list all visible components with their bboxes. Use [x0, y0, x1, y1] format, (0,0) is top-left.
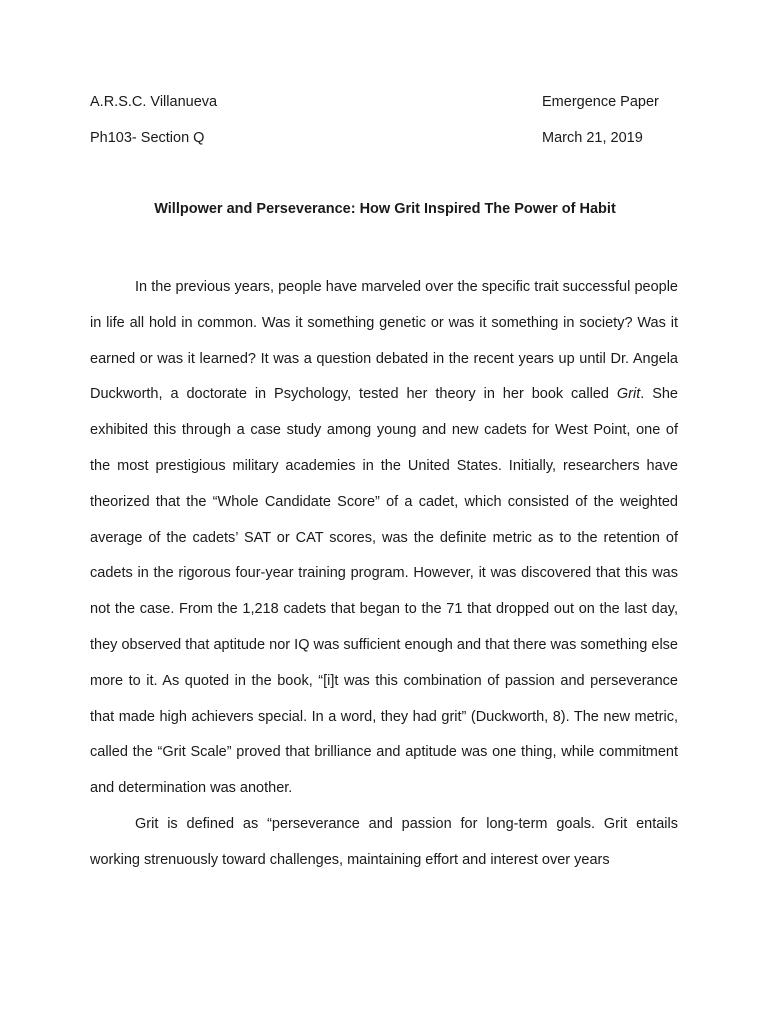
paragraph-2: Grit is defined as “perseverance and passion for long-term goals. Grit entails working strenuously toward challenges, maintaining effort and interest over years — [90, 815, 678, 868]
body-text — [90, 270, 678, 879]
paper-type: Emergence Paper — [542, 94, 659, 110]
course-section: Ph103- Section Q — [90, 130, 205, 146]
book-title-grit: Grit — [616, 386, 641, 403]
paragraph-1-part-2: . She exhibited this through a case study among young and new cadets for West Point, one of the most prestigious military academies in the United States. Initially, researchers have theorized that the “Whole Candidate Score” of a cadet, which consisted of the weighted average of the cadets’ SAT or CAT scores, was the definite metric as to the retention of cadets in the rigorous four-year training program. However, it was discovered that this was not the case. From the 1,218 cadets that began to the 71 that dropped out on the last day, they observed that aptitude nor IQ was sufficient enough and that there was something else more to it. As quoted in the book, “[i]t was this combination of passion and perseverance that made high achievers special. In a word, they had grit” (Duckworth, 8). The new metric, called the “Grit Scale” proved that brilliance and aptitude was one thing, while commitment and determination was another. — [90, 386, 678, 797]
paper-title: Willpower and Perseverance: How Grit Inspired The Power of Habit — [154, 201, 616, 217]
paper-date: March 21, 2019 — [542, 130, 643, 146]
paragraph-1-part-1: In the previous years, people have marveled over the specific trait successful people in life all hold in common. Was it something genetic or was it something in society? Was it earned or was it learned? It was a question debated in the recent years up until Dr. Angela Duckworth, a doctorate in Psychology, tested her theory in her book called — [90, 279, 678, 403]
author-name: A.R.S.C. Villanueva — [90, 94, 218, 110]
paragraph-1 — [90, 270, 678, 807]
